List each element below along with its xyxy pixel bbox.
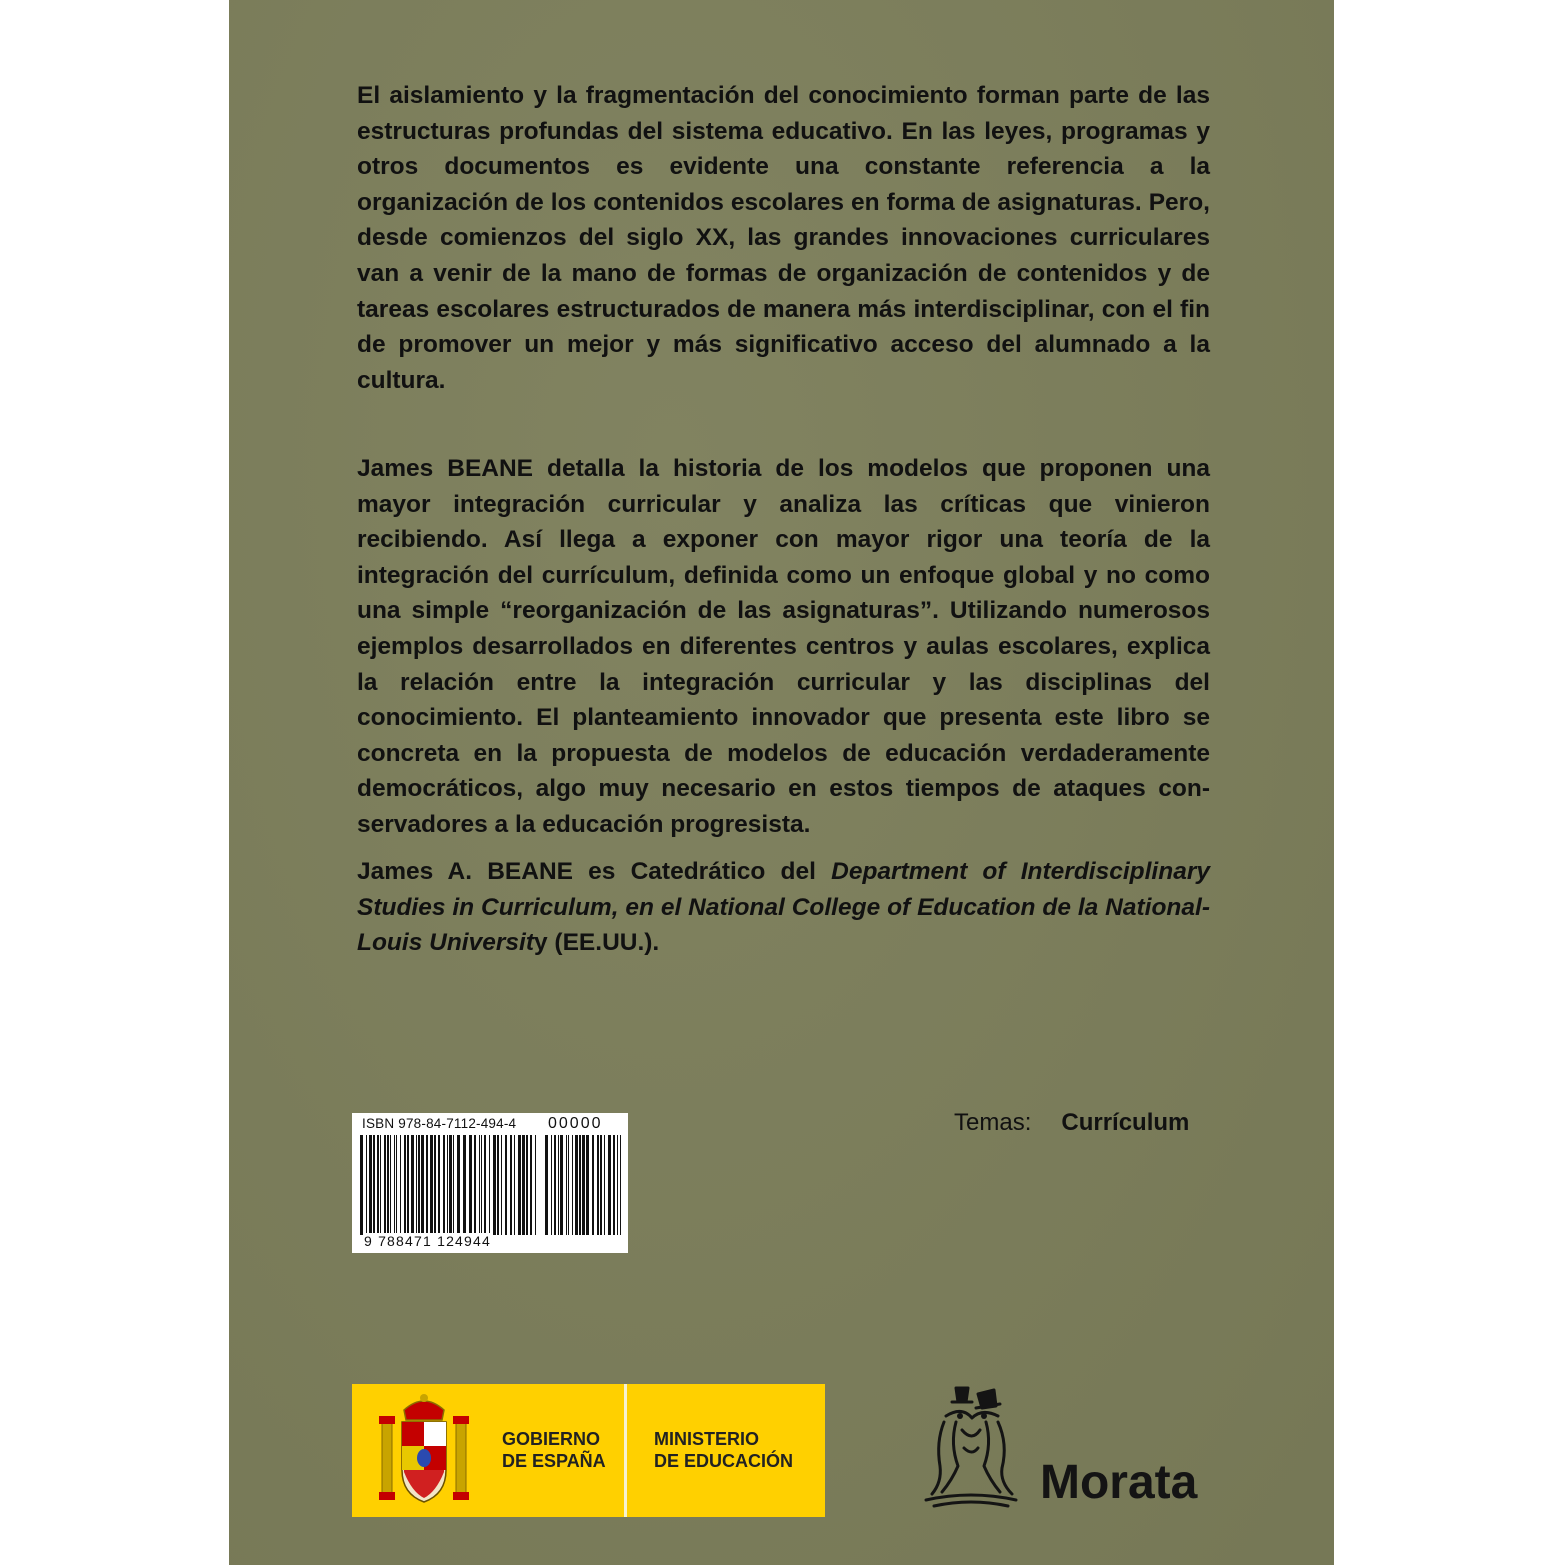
gobierno-line-1: GOBIERNO xyxy=(502,1429,601,1449)
synopsis-paragraph-2 xyxy=(357,451,1210,843)
ministerio-line-2: DE EDUCACIÓN xyxy=(654,1451,794,1471)
barcode-addon-bars-icon xyxy=(543,1135,623,1235)
publisher-name: Morata xyxy=(1040,1456,1198,1509)
synopsis-paragraph-1 xyxy=(357,78,1210,398)
isbn-number: ISBN 978-84-7112-494-4 xyxy=(362,1116,517,1131)
ministerio-text xyxy=(654,1428,793,1472)
topics xyxy=(954,1109,1189,1137)
synopsis-text-2: James BEANE detalla la historia de los modelos que proponen una mayor integración curricular y analiza las críticas que vinieron recibiendo. Así llega a exponer con mayor rigor una teoría de la integración del currículum, definida como un enfoque global y no como una simple “reorganización de las asignaturas”. Utilizando numerosos ejemplos desarrollados en diferentes centros y aulas escolares, explica la relación entre la integración curricular y las disciplinas del conocimiento. El planteamiento innovador que presenta este libro se concreta en la propuesta de modelos de educación verdaderamente democráticos, algo muy necesario en estos tiempos de ataques conservadores a la educación progresista. xyxy=(357,455,1210,838)
topics-value: Currículum xyxy=(1061,1109,1190,1136)
author-bio-text xyxy=(357,854,1210,961)
morata-publisher-logo-icon xyxy=(916,1382,1026,1512)
gobierno-ministerio-logo xyxy=(352,1384,825,1517)
logo-divider xyxy=(624,1384,627,1517)
barcode-bars-icon xyxy=(358,1135,538,1235)
synopsis-text-1: El aislamiento y la fragmentación del conocimiento forman parte de las estructuras profundas del sistema educativo. En las leyes, programas y otros documentos es evidente una constante referencia a la organización de los contenidos escolares en forma de asignaturas. Pero, desde comienzos del siglo XX, las grandes innovaciones curriculares van a venir de la mano de formas de organización de contenidos y de tareas escolares estructurados de manera más interdisciplinar, con el fin de promover un mejor y más significativo acceso del alumnado a la cultura. xyxy=(357,82,1210,394)
author-bio-lead: James A. BEANE es Catedrático del xyxy=(357,858,832,885)
author-bio xyxy=(357,854,1210,961)
topics-label: Temas: xyxy=(954,1109,1032,1136)
gobierno-text xyxy=(502,1428,606,1472)
barcode-digits: 9 788471 124944 xyxy=(364,1233,491,1249)
author-bio-tail: y (EE.UU.). xyxy=(533,929,660,957)
barcode-addon-number: 00000 xyxy=(548,1115,603,1132)
ministerio-line-1: MINISTERIO xyxy=(654,1429,760,1449)
author-institution: Department of Interdisciplinary Studies in Curriculum, en el National College of Education de la National-Louis Universit xyxy=(357,858,1210,957)
coat-of-arms-icon xyxy=(374,1392,474,1510)
isbn-barcode xyxy=(352,1113,628,1253)
gobierno-line-2: DE ESPAÑA xyxy=(502,1451,606,1471)
